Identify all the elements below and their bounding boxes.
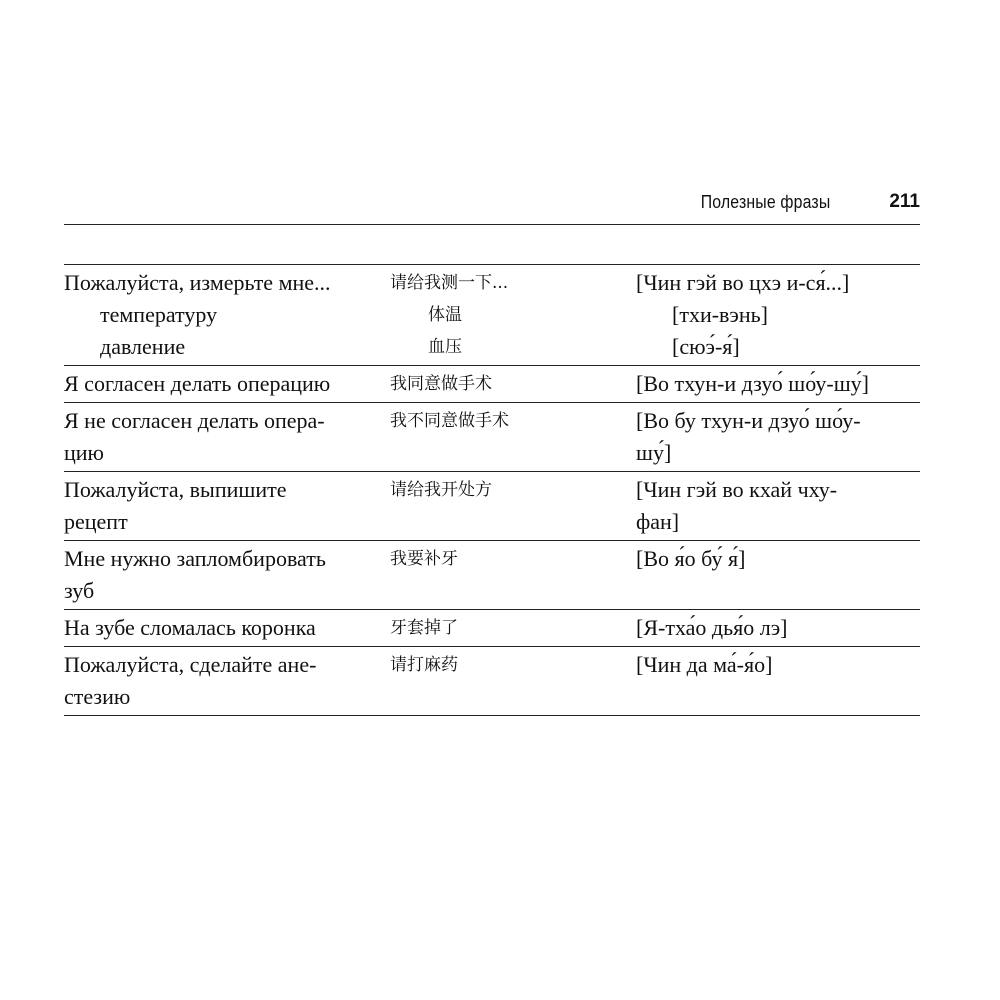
chinese-subphrase: 体温 — [428, 305, 462, 325]
russian-phrase-line: Мне нужно запломбировать — [64, 546, 326, 571]
russian-phrase: Я согласен делать операцию — [64, 371, 331, 396]
transcription-cell — [636, 472, 920, 541]
chinese-phrase: 我要补牙 — [390, 549, 458, 569]
chinese-cell — [390, 366, 636, 403]
transcription-cell — [636, 265, 920, 366]
chinese-cell — [390, 403, 636, 472]
russian-phrase-line: рецепт — [64, 509, 128, 534]
russian-phrase-line: стезию — [64, 684, 131, 709]
chinese-phrase: 请打麻药 — [390, 655, 458, 675]
transcription-cell — [636, 403, 920, 472]
table-row — [64, 541, 920, 610]
transcription-cell — [636, 541, 920, 610]
chinese-phrase: 牙套掉了 — [390, 618, 458, 638]
header-rule — [64, 224, 920, 225]
transcription-sub: [сюэ́-я́] — [672, 334, 740, 359]
table-row — [64, 610, 920, 647]
chinese-phrase: 我同意做手术 — [390, 374, 492, 394]
russian-phrase: Пожалуйста, измерьте мне... — [64, 270, 331, 295]
russian-phrase-line: Пожалуйста, сделайте ане- — [64, 652, 317, 677]
transcription-sub: [тхи-вэнь] — [672, 302, 769, 327]
phrase-table — [64, 264, 920, 716]
chinese-cell — [390, 472, 636, 541]
transcription-line: [Чин гэй во кхай чху- — [636, 477, 838, 502]
chinese-phrase: 请给我开处方 — [390, 480, 492, 500]
chinese-phrase: 请给我测一下... — [390, 273, 509, 293]
transcription-line: фан] — [636, 509, 680, 534]
transcription-cell — [636, 366, 920, 403]
chinese-cell — [390, 541, 636, 610]
russian-cell — [64, 366, 390, 403]
russian-cell — [64, 541, 390, 610]
table-row — [64, 265, 920, 366]
russian-subphrase: температуру — [100, 302, 218, 327]
section-title: Полезные фразы — [700, 192, 830, 212]
table-row — [64, 647, 920, 716]
table-row — [64, 403, 920, 472]
transcription: [Я-тха́о дья́о лэ] — [636, 615, 788, 640]
page-number: 211 — [889, 191, 920, 212]
russian-cell — [64, 265, 390, 366]
transcription-cell — [636, 610, 920, 647]
transcription: [Во я́о бу́ я́] — [636, 546, 746, 571]
chinese-cell — [390, 610, 636, 647]
russian-phrase-line: цию — [64, 440, 104, 465]
russian-cell — [64, 472, 390, 541]
russian-cell — [64, 647, 390, 716]
running-head — [64, 190, 920, 218]
russian-phrase-line: зуб — [64, 578, 95, 603]
russian-phrase: На зубе сломалась коронка — [64, 615, 316, 640]
table-row — [64, 472, 920, 541]
russian-cell — [64, 403, 390, 472]
transcription-line: [Во бу тхун-и дзуо́ шо́у- — [636, 408, 861, 433]
transcription-cell — [636, 647, 920, 716]
transcription: [Чин да ма́-я́о] — [636, 652, 773, 677]
russian-subphrase: давление — [100, 334, 186, 359]
russian-phrase-line: Пожалуйста, выпишите — [64, 477, 287, 502]
transcription-line: шу́] — [636, 440, 672, 465]
chinese-subphrase: 血压 — [428, 337, 462, 357]
transcription: [Чин гэй во цхэ и-ся́...] — [636, 270, 850, 295]
chinese-cell — [390, 647, 636, 716]
russian-cell — [64, 610, 390, 647]
russian-phrase-line: Я не согласен делать опера- — [64, 408, 325, 433]
transcription: [Во тхун-и дзуо́ шо́у-шу́] — [636, 371, 869, 396]
table-row — [64, 366, 920, 403]
chinese-phrase: 我不同意做手术 — [390, 411, 509, 431]
chinese-cell — [390, 265, 636, 366]
